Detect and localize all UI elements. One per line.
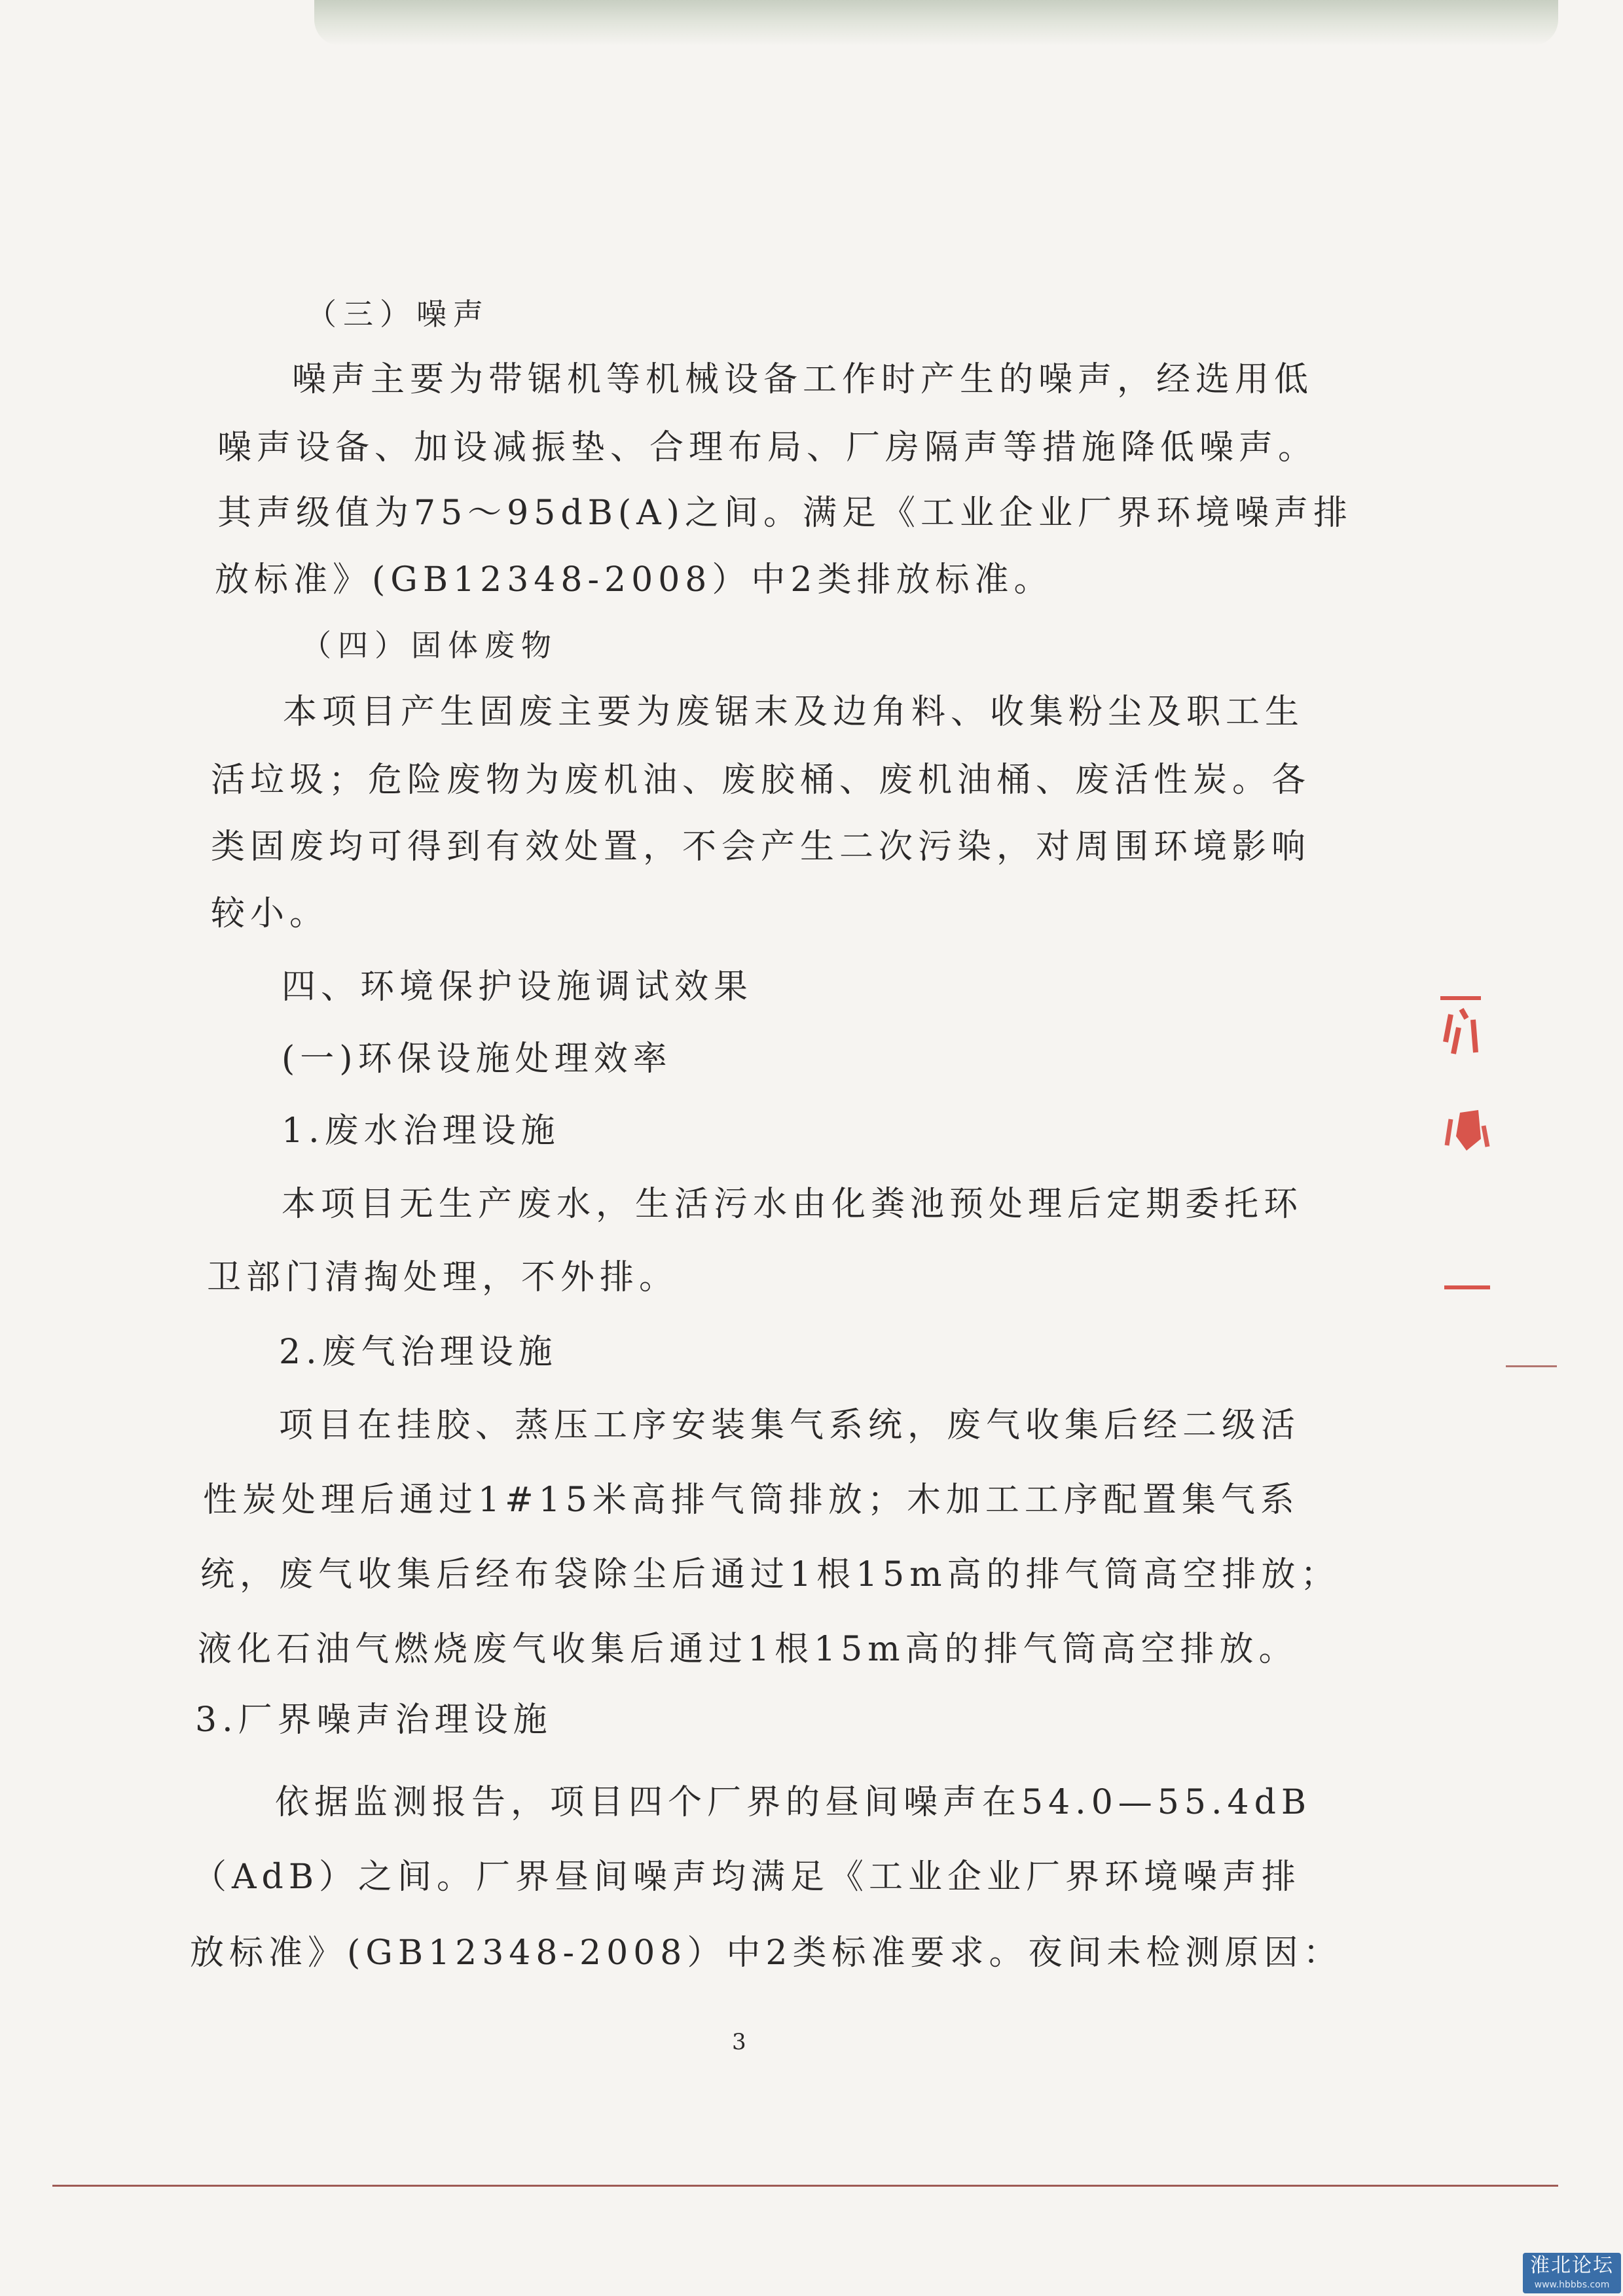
page-number: 3 <box>732 2029 746 2055</box>
paragraph-line: 类固废均可得到有效处置，不会产生二次污染，对周围环境影响 <box>211 827 1311 867</box>
subsection-heading: (一)环保设施处理效率 <box>282 1039 672 1079</box>
paragraph-line: 本项目无生产废水，生活污水由化粪池预处理后定期委托环 <box>282 1185 1304 1224</box>
item-heading-boundary-noise: 3.厂界噪声治理设施 <box>195 1700 553 1740</box>
paragraph-line: 活垃圾；危险废物为废机油、废胶桶、废机油桶、废活性炭。各 <box>211 761 1311 800</box>
paragraph-line: 噪声主要为带锯机等机械设备工作时产生的噪声，经选用低 <box>292 360 1314 399</box>
paragraph-line: 性炭处理后通过1#15米高排气筒排放；木加工工序配置集气系 <box>203 1480 1300 1520</box>
paragraph-line: 较小。 <box>211 894 329 933</box>
seal-stamp-edge <box>1427 982 1506 1322</box>
item-heading-exhaust-gas: 2.废气治理设施 <box>279 1333 558 1372</box>
paragraph-line: 统，废气收集后经布袋除尘后通过1根15m高的排气筒高空排放； <box>200 1555 1340 1594</box>
paragraph-line: 本项目产生固废主要为废锯末及边角料、收集粉尘及职工生 <box>283 692 1305 732</box>
watermark-url: www.hbbbs.com <box>1534 2280 1610 2290</box>
paragraph-line: 噪声设备、加设减振垫、合理布局、厂房隔声等措施降低噪声。 <box>217 428 1318 467</box>
bottom-rule <box>52 2185 1558 2187</box>
margin-rule <box>1506 1365 1557 1367</box>
paragraph-line: 液化石油气燃烧废气收集后通过1根15m高的排气筒高空排放。 <box>198 1630 1298 1669</box>
chapter-heading: 四、环境保护设施调试效果 <box>282 967 754 1007</box>
paragraph-line: 放标准》(GB12348-2008）中2类标准要求。夜间未检测原因： <box>190 1933 1343 1973</box>
paragraph-line: （AdB）之间。厂界昼间噪声均满足《工业企业厂界环境噪声排 <box>192 1857 1302 1897</box>
forum-watermark-logo <box>1523 2253 1621 2293</box>
item-heading-wastewater: 1.废水治理设施 <box>282 1111 560 1151</box>
paragraph-line: 项目在挂胶、蒸压工序安装集气系统，废气收集后经二级活 <box>279 1406 1301 1445</box>
paragraph-line: 其声级值为75～95dB(A)之间。满足《工业企业厂界环境噪声排 <box>217 493 1353 533</box>
paragraph-line: 卫部门清掏处理，不外排。 <box>207 1258 679 1297</box>
watermark-title: 淮北论坛 <box>1530 2254 1614 2277</box>
paragraph-line: 依据监测报告，项目四个厂界的昼间噪声在54.0—55.4dB <box>275 1783 1312 1822</box>
scan-top-shadow <box>314 0 1558 46</box>
paragraph-line: 放标准》(GB12348-2008）中2类排放标准。 <box>215 560 1053 600</box>
section-heading-noise: （三）噪声 <box>306 296 490 332</box>
section-heading-solid-waste: （四）固体废物 <box>301 628 558 663</box>
